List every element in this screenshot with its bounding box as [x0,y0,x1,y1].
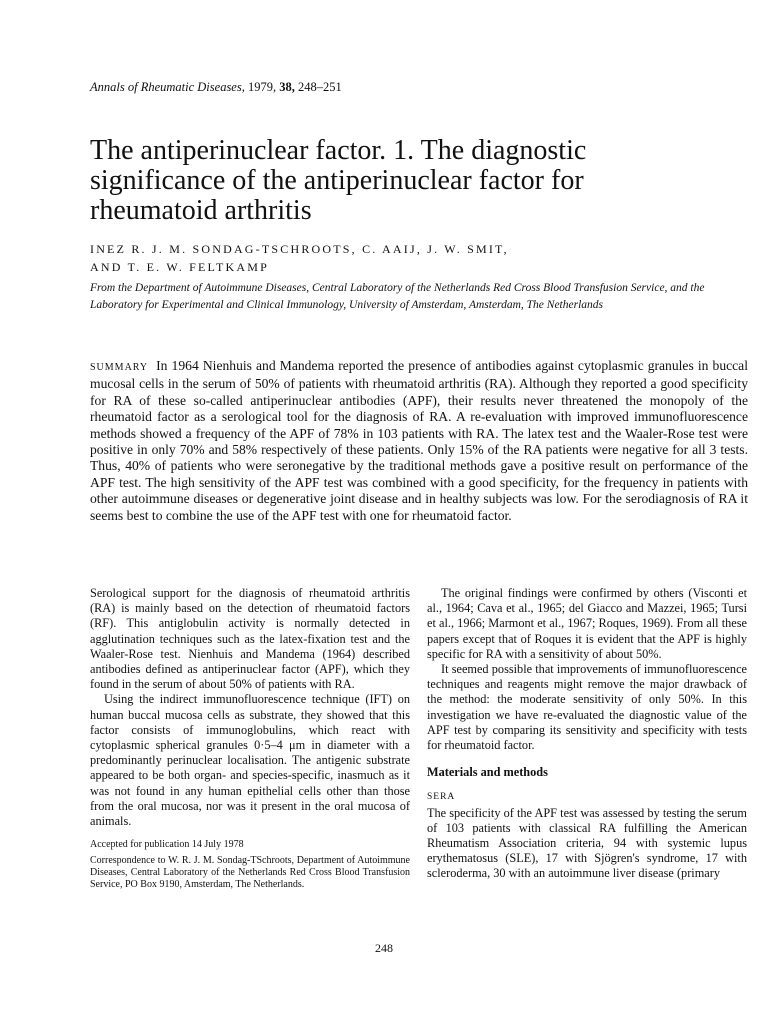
page-number: 248 [375,941,393,955]
left-paragraph-1: Serological support for the diagnosis of rheumatoid arthritis (RA) is mainly based on the detection of rheumatoid factors (RF). This antiglobulin activity is normally detected in agglutination techniques such as the latex-fixation test and the Waaler-Rose test. Nienhuis and Mandema (1964) described antibodies defined as antiperinuclear factor (APF), which they found in the serum of about 50% of patients with RA. [90,586,410,692]
summary-block [90,358,748,524]
journal-name: Annals of Rheumatic Diseases, [90,80,245,94]
author-list [90,240,750,276]
summary-label: SUMMARY [90,362,149,373]
article-title: The antiperinuclear factor. 1. The diagnostic significance of the antiperinuclear factor for rheumatoid arthritis [90,135,587,226]
left-column [90,586,410,891]
right-paragraph-2: It seemed possible that improvements of immunofluorescence techniques and reagents might remove the major drawback of the method: the moderate sensitivity of only 50%. In this investigation we have re-evaluated the diagnostic value of the APF test by comparing its sensitivity and specificity with tests for rheumatoid factor. [427,662,747,753]
author-line-1: INEZ R. J. M. SONDAG-TSCHROOTS, C. AAIJ, J. W. SMIT, [90,242,509,256]
journal-pages: 248–251 [297,80,342,94]
right-column [427,586,747,882]
journal-year: 1979, [247,80,277,94]
right-paragraph-1: The original findings were confirmed by others (Visconti et al., 1964; Cava et al., 1965; del Giacco and Mazzei, 1965; Tursi et al., 1966; Marmont et al., 1967; Roques, 1969). From all these papers except that of Roques it is evident that the APF is highly specific for RA with a sensitivity of about 50%. [427,586,747,661]
summary-text: In 1964 Nienhuis and Mandema reported the presence of antibodies against cytoplasmic granules in buccal mucosal cells in the serum of 50% of patients with rheumatoid arthritis (RA). Although they reported a good specificity for RA of these so-called antiperinuclear antibodies (APF), their results never threatened the monopoly of the rheumatoid factor as a serological tool for the diagnosis of RA. A re-evaluation with improved immunofluorescence methods showed a frequency of the APF of 78% in 103 patients with RA. The latex test and the Waaler-Rose test were positive in only 70% and 58% respectively of these patients. Only 15% of the RA patients were negative for all 3 tests. Thus, 40% of patients who were seronegative by the traditional methods gave a positive result on performance of the APF test. The high sensitivity of the APF test was combined with a good specificity, for the frequency in patients with other autoimmune diseases or degenerative joint disease and in healthy subjects was low. For the serodiagnosis of RA it seems best to combine the use of the APF test with one for rheumatoid factor. [90,358,748,523]
journal-citation [90,80,342,95]
accepted-note: Accepted for publication 14 July 1978 [90,839,244,851]
subsection-heading: SERA [427,792,456,803]
footnote [90,839,410,891]
right-paragraph-3: The specificity of the APF test was assessed by testing the serum of 103 patients with classical RA fulfilling the American Rheumatism Association criteria, 94 with systemic lupus erythematosus (SLE), 17 with Sjögren's syndrome, 17 with scleroderma, 30 with an autoimmune liver disease (primary [427,805,747,881]
affiliation: From the Department of Autoimmune Diseases, Central Laboratory of the Netherlands Red Cross Blood Transfusion Service, and the Laboratory for Experimental and Clinical Immunology, University of Amsterdam, Amsterdam, The Netherlands [90,282,705,311]
section-heading: Materials and methods [427,765,548,780]
correspondence-note: Correspondence to W. R. J. M. Sondag-TSchroots, Department of Autoimmune Diseases, Central Laboratory of the Netherlands Red Cross Blood Transfusion Service, PO Box 9190, Amsterdam, The Netherlands. [90,855,410,891]
author-line-2: AND T. E. W. FELTKAMP [90,260,269,274]
journal-volume: 38, [279,80,295,94]
left-paragraph-2: Using the indirect immunofluorescence technique (IFT) on human buccal mucosa cells as substrate, they showed that this factor consists of immunoglobulins, which react with cytoplasmic spherical granules 0·5–4 μm in diameter with a predominantly perinuclear localisation. The antigenic substrate appeared to be both organ- and species-specific, inasmuch as it was not found in any human epithelial cells other than those from the oral mucosa, nor was it present in the oral mucosa of animals. [90,692,410,829]
